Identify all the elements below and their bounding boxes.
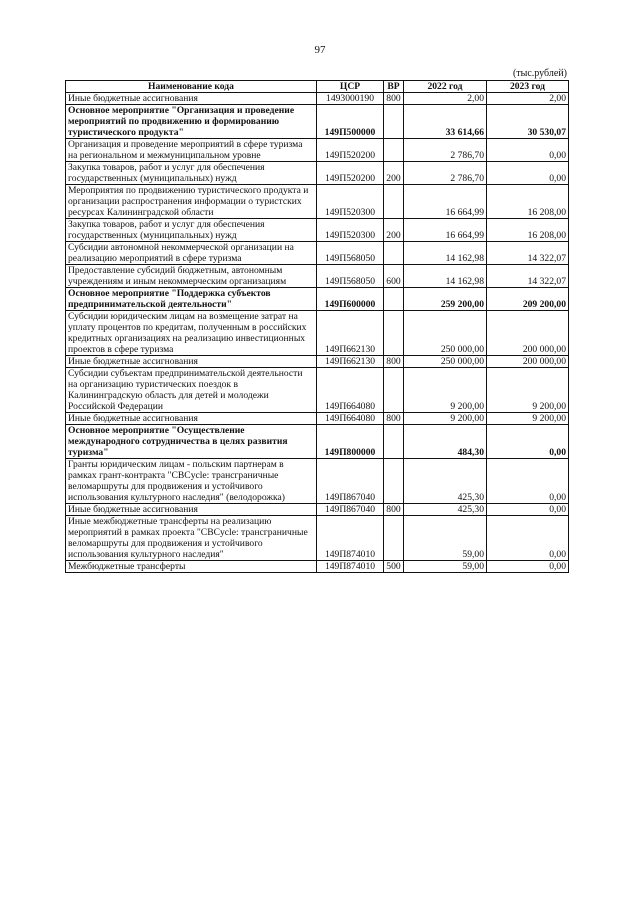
cell-2022: 16 664,99 [404,185,487,219]
cell-vr: 200 [384,162,404,185]
cell-csr: 149П867040 [317,459,384,504]
table-row [66,105,569,139]
cell-2023: 30 530,07 [487,105,569,139]
header-vr: ВР [384,81,404,93]
cell-vr [384,185,404,219]
table-row [66,311,569,356]
cell-csr: 149П520200 [317,162,384,185]
cell-2023: 200 000,00 [487,356,569,368]
cell-name: Иные бюджетные ассигнования [66,504,317,516]
cell-csr: 149П664080 [317,413,384,425]
header-2023: 2023 год [487,81,569,93]
cell-vr [384,242,404,265]
cell-vr [384,425,404,459]
table-row [66,162,569,185]
cell-2022: 425,30 [404,504,487,516]
table-row [66,139,569,162]
table-row [66,185,569,219]
cell-name: Основное мероприятие "Поддержка субъектов предпринимательской деятельности" [66,288,317,311]
cell-csr: 149П662130 [317,356,384,368]
cell-2023: 0,00 [487,561,569,573]
header-csr: ЦСР [317,81,384,93]
cell-csr: 149П867040 [317,504,384,516]
cell-2022: 2 786,70 [404,162,487,185]
cell-vr [384,139,404,162]
table-row [66,368,569,413]
cell-vr: 800 [384,93,404,105]
table-row [66,93,569,105]
cell-2022: 425,30 [404,459,487,504]
table-row [66,265,569,288]
cell-csr: 149П520200 [317,139,384,162]
table-row [66,504,569,516]
cell-csr: 149П874010 [317,516,384,561]
cell-2023: 0,00 [487,425,569,459]
cell-2022: 33 614,66 [404,105,487,139]
cell-csr: 149П520300 [317,219,384,242]
cell-vr [384,368,404,413]
cell-csr: 149П662130 [317,311,384,356]
cell-name: Иные межбюджетные трансферты на реализацию мероприятий в рамках проекта "CBCycle: трансграничные веломаршруты для продвижения и устойчивого использования культурного наследия" [66,516,317,561]
cell-2022: 250 000,00 [404,311,487,356]
cell-vr: 800 [384,413,404,425]
cell-name: Иные бюджетные ассигнования [66,413,317,425]
budget-table [65,80,569,573]
cell-2022: 484,30 [404,425,487,459]
cell-2023: 209 200,00 [487,288,569,311]
cell-2023: 0,00 [487,504,569,516]
cell-name: Субсидии юридическим лицам на возмещение затрат на уплату процентов по кредитам, полученным в российских кредитных организациях на реализацию инвестиционных проектов в сфере туризма [66,311,317,356]
cell-2023: 14 322,07 [487,242,569,265]
cell-vr [384,288,404,311]
cell-2023: 0,00 [487,516,569,561]
cell-vr: 800 [384,356,404,368]
cell-vr [384,459,404,504]
cell-2022: 259 200,00 [404,288,487,311]
cell-vr: 200 [384,219,404,242]
table-row [66,459,569,504]
cell-2023: 0,00 [487,162,569,185]
table-row [66,356,569,368]
cell-name: Предоставление субсидий бюджетным, автономным учреждениям и иным некоммерческим организациям [66,265,317,288]
cell-name: Организация и проведение мероприятий в сфере туризма на региональном и межмуниципальном уровне [66,139,317,162]
cell-vr: 600 [384,265,404,288]
cell-name: Иные бюджетные ассигнования [66,356,317,368]
cell-2023: 0,00 [487,139,569,162]
table-row [66,219,569,242]
cell-2023: 200 000,00 [487,311,569,356]
cell-name: Иные бюджетные ассигнования [66,93,317,105]
header-name: Наименование кода [66,81,317,93]
cell-name: Субсидии автономной некоммерческой организации на реализацию мероприятий в сфере туризма [66,242,317,265]
cell-vr: 500 [384,561,404,573]
cell-csr: 149П520300 [317,185,384,219]
table-row [66,425,569,459]
cell-2022: 14 162,98 [404,265,487,288]
cell-2022: 14 162,98 [404,242,487,265]
table-row [66,413,569,425]
cell-csr: 149П500000 [317,105,384,139]
cell-2023: 9 200,00 [487,368,569,413]
cell-csr: 149П600000 [317,288,384,311]
cell-csr: 1493000190 [317,93,384,105]
table-row [66,288,569,311]
units-label: (тыс.рублей) [512,68,567,79]
cell-csr: 149П874010 [317,561,384,573]
cell-2022: 16 664,99 [404,219,487,242]
cell-name: Мероприятия по продвижению туристического продукта и организации распространения информации о туристских ресурсах Калининградской области [66,185,317,219]
cell-2023: 16 208,00 [487,185,569,219]
cell-csr: 149П568050 [317,242,384,265]
cell-2023: 2,00 [487,93,569,105]
cell-name: Гранты юридическим лицам - польским партнерам в рамках грант-контракта "CBCycle: трансграничные веломаршруты для продвижения и устойчивого использования культурного наследия" (велодорожка) [66,459,317,504]
cell-2022: 2,00 [404,93,487,105]
cell-2023: 14 322,07 [487,265,569,288]
cell-2022: 9 200,00 [404,368,487,413]
page-number: 97 [314,44,326,56]
cell-2023: 9 200,00 [487,413,569,425]
cell-2022: 2 786,70 [404,139,487,162]
cell-vr [384,311,404,356]
cell-name: Основное мероприятие "Организация и проведение мероприятий по продвижению и формированию туристического продукта" [66,105,317,139]
table-row [66,242,569,265]
cell-vr [384,105,404,139]
header-2022: 2022 год [404,81,487,93]
table-row [66,516,569,561]
cell-2023: 0,00 [487,459,569,504]
cell-vr: 800 [384,504,404,516]
cell-csr: 149П568050 [317,265,384,288]
cell-2022: 9 200,00 [404,413,487,425]
cell-csr: 149П800000 [317,425,384,459]
cell-2022: 250 000,00 [404,356,487,368]
cell-csr: 149П664080 [317,368,384,413]
table-row [66,561,569,573]
cell-2022: 59,00 [404,516,487,561]
cell-vr [384,516,404,561]
cell-2023: 16 208,00 [487,219,569,242]
cell-2022: 59,00 [404,561,487,573]
cell-name: Закупка товаров, работ и услуг для обеспечения государственных (муниципальных) нужд [66,162,317,185]
cell-name: Субсидии субъектам предпринимательской деятельности на организацию туристических поездок в Калининградскую область для детей и молодежи Российской Федерации [66,368,317,413]
cell-name: Закупка товаров, работ и услуг для обеспечения государственных (муниципальных) нужд [66,219,317,242]
cell-name: Межбюджетные трансферты [66,561,317,573]
cell-name: Основное мероприятие "Осуществление международного сотрудничества в целях развития туризма" [66,425,317,459]
header-row [66,81,569,93]
